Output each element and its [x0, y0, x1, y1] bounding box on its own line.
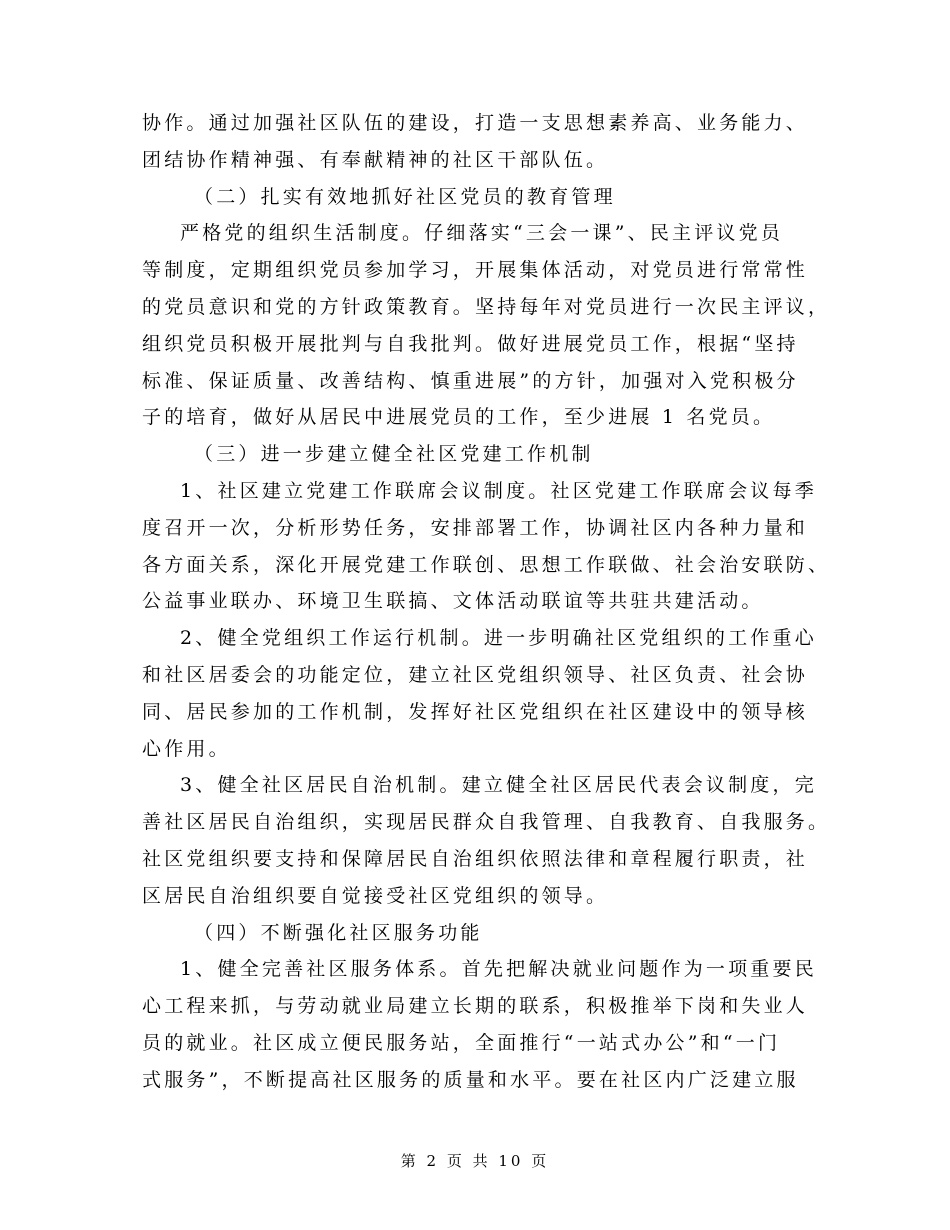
- text-line: 员的就业。社区成立便民服务站，全面推行“一站式办公”和“一门: [142, 1031, 781, 1054]
- paragraph-first-line: 1、健全完善社区服务体系。首先把解决就业问题作为一项重要民: [180, 958, 817, 981]
- text-line: 公益事业联办、环境卫生联搞、文体活动联谊等共驻共建活动。: [142, 590, 764, 613]
- paragraph-first-line: 3、健全社区居民自治机制。建立健全社区居民代表会议制度，完: [180, 774, 817, 797]
- text-line: 子的培育，做好从居民中进展党员的工作，至少进展 1 名党员。: [142, 406, 776, 429]
- text-line: 心工程来抓，与劳动就业局建立长期的联系，积极推举下岗和失业人: [142, 995, 809, 1018]
- text-line: 和社区居委会的功能定位，建立社区党组织领导、社区负责、社会协: [142, 663, 809, 686]
- section-heading: （四）不断强化社区服务功能: [194, 921, 483, 944]
- text-line: 标准、保证质量、改善结构、慎重进展”的方针，加强对入党积极分: [142, 369, 799, 392]
- page-number-footer: 第 2 页 共 10 页: [400, 1152, 550, 1170]
- text-line: 社区党组织要支持和保障居民自治组织依照法律和章程履行职责，社: [142, 847, 809, 870]
- text-line: 区居民自治组织要自觉接受社区党组织的领导。: [142, 884, 609, 907]
- text-line: 协作。通过加强社区队伍的建设，打造一支思想素养高、业务能力、: [142, 112, 809, 134]
- text-line: 等制度，定期组织党员参加学习，开展集体活动，对党员进行常常性: [142, 259, 809, 282]
- text-line: 各方面关系，深化开展党建工作联创、思想工作联做、社会治安联防、: [142, 553, 831, 576]
- text-line: 的党员意识和党的方针政策教育。坚持每年对党员进行一次民主评议，: [142, 295, 831, 318]
- text-line: 团结协作精神强、有奉献精神的社区干部队伍。: [142, 148, 609, 171]
- text-line: 善社区居民自治组织，实现居民群众自我管理、自我教育、自我服务。: [142, 811, 831, 834]
- paragraph-first-line: 2、健全党组织工作运行机制。进一步明确社区党组织的工作重心: [180, 627, 817, 650]
- paragraph-first-line: 1、社区建立党建工作联席会议制度。社区党建工作联席会议每季: [180, 479, 817, 502]
- text-line: 心作用。: [142, 737, 231, 760]
- section-heading: （二）扎实有效地抓好社区党员的教育管理: [194, 185, 616, 208]
- paragraph-first-line: 严格党的组织生活制度。仔细落实“三会一课”、民主评议党员: [180, 222, 784, 245]
- section-heading: （三）进一步建立健全社区党建工作机制: [194, 443, 594, 466]
- text-line: 度召开一次，分析形势任务，安排部署工作，协调社区内各种力量和: [142, 516, 809, 539]
- text-line: 式服务”，不断提高社区服务的质量和水平。要在社区内广泛建立服: [142, 1068, 799, 1091]
- text-line: 同、居民参加的工作机制，发挥好社区党组织在社区建设中的领导核: [142, 700, 809, 723]
- document-body: [142, 105, 831, 1099]
- text-line: 组织党员积极开展批判与自我批判。做好进展党员工作，根据“坚持: [142, 332, 799, 355]
